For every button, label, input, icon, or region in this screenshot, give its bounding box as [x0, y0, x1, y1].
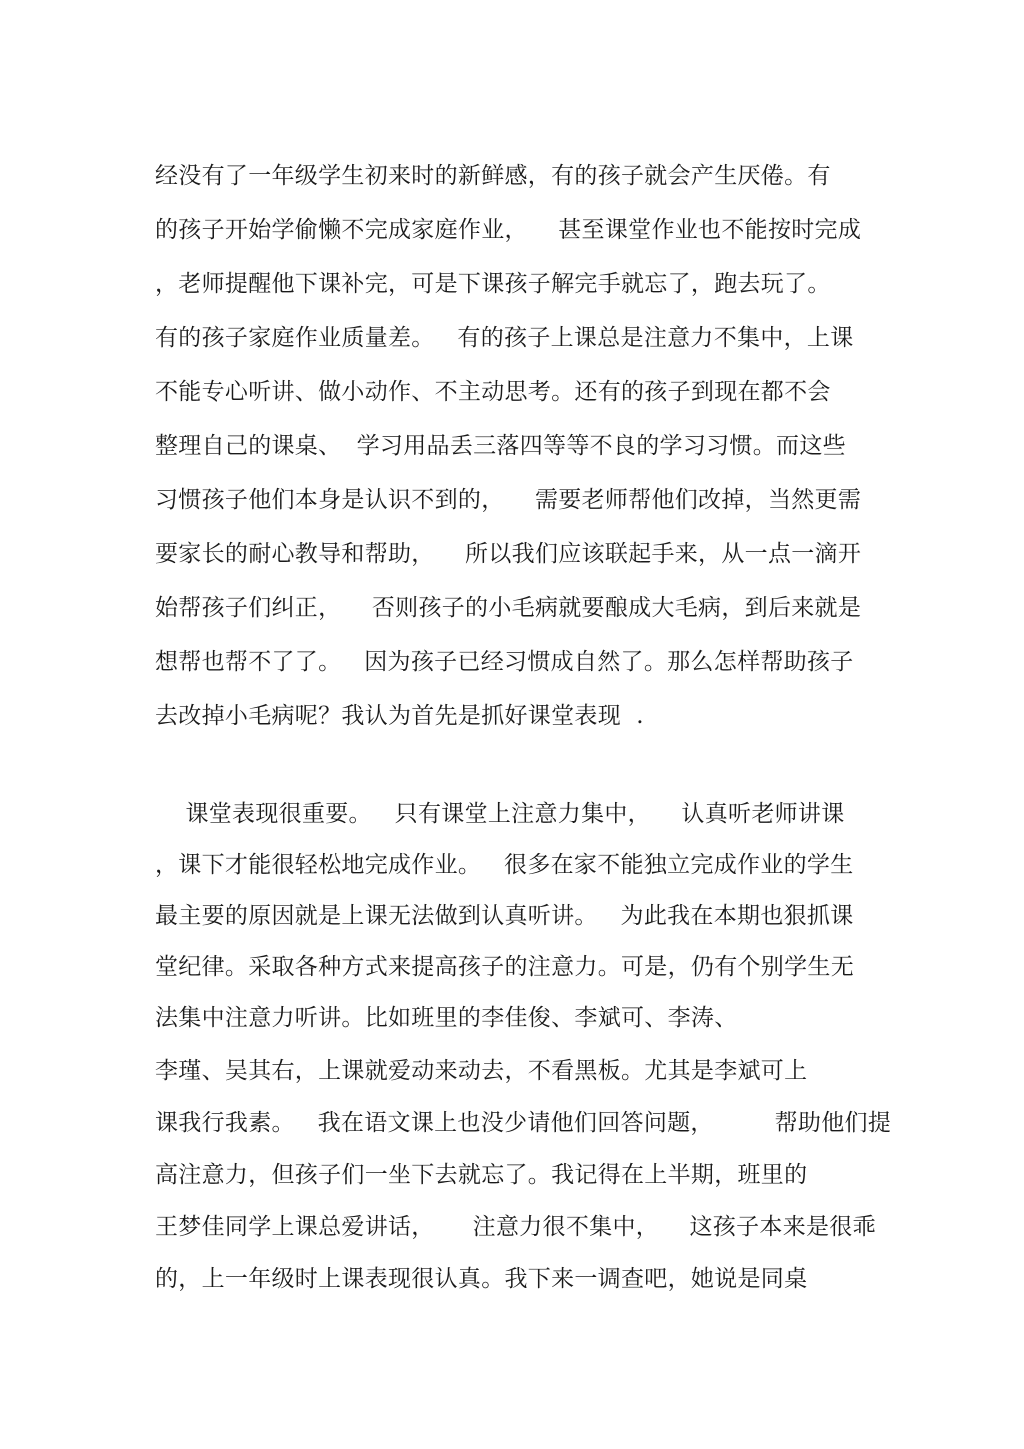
text-line: 堂纪律。采取各种方式来提高孩子的注意力。可是，仍有个别学生无 — [155, 954, 854, 980]
text-line: ，老师提醒他下课补完，可是下课孩子解完手就忘了，跑去玩了。 — [155, 271, 831, 297]
text-line: 课堂表现很重要。 只有课堂上注意力集中， 认真听老师讲课 — [155, 801, 845, 827]
text-line: 课我行我素。 我在语文课上也没少请他们回答问题， 帮助他们提 — [155, 1110, 892, 1136]
text-line: 习惯孩子他们本身是认识不到的， 需要老师帮他们改掉，当然更需 — [155, 487, 862, 513]
text-line: 有的孩子家庭作业质量差。 有的孩子上课总是注意力不集中，上课 — [155, 325, 854, 351]
text-line: 去改掉小毛病呢？我认为首先是抓好课堂表现 . — [155, 703, 644, 729]
text-line: 不能专心听讲、做小动作、不主动思考。还有的孩子到现在都不会 — [155, 379, 831, 405]
text-line: 要家长的耐心教导和帮助， 所以我们应该联起手来，从一点一滴开 — [155, 541, 862, 567]
text-line: 经没有了一年级学生初来时的新鲜感，有的孩子就会产生厌倦。有 — [155, 163, 831, 189]
text-line: 法集中注意力听讲。比如班里的李佳俊、李斌可、李涛、 — [155, 1005, 738, 1031]
text-line: 高注意力，但孩子们一坐下去就忘了。我记得在上半期，班里的 — [155, 1162, 808, 1188]
text-line: 最主要的原因就是上课无法做到认真听讲。 为此我在本期也狠抓课 — [155, 903, 854, 929]
text-line: 的孩子开始学偷懒不完成家庭作业， 甚至课堂作业也不能按时完成 — [155, 217, 862, 243]
text-line: ，课下才能很轻松地完成作业。 很多在家不能独立完成作业的学生 — [155, 852, 854, 878]
text-line: 的，上一年级时上课表现很认真。我下来一调查吧，她说是同桌 — [155, 1266, 808, 1292]
text-line: 李瑾、吴其右，上课就爱动来动去，不看黑板。尤其是李斌可上 — [155, 1058, 808, 1084]
text-line: 整理自己的课桌、 学习用品丢三落四等等不良的学习习惯。而这些 — [155, 433, 846, 459]
text-line: 王梦佳同学上课总爱讲话， 注意力很不集中， 这孩子本来是很乖 — [155, 1214, 876, 1240]
text-line: 想帮也帮不了了。 因为孩子已经习惯成自然了。那么怎样帮助孩子 — [155, 649, 854, 675]
text-line: 始帮孩子们纠正， 否则孩子的小毛病就要酿成大毛病，到后来就是 — [155, 595, 862, 621]
